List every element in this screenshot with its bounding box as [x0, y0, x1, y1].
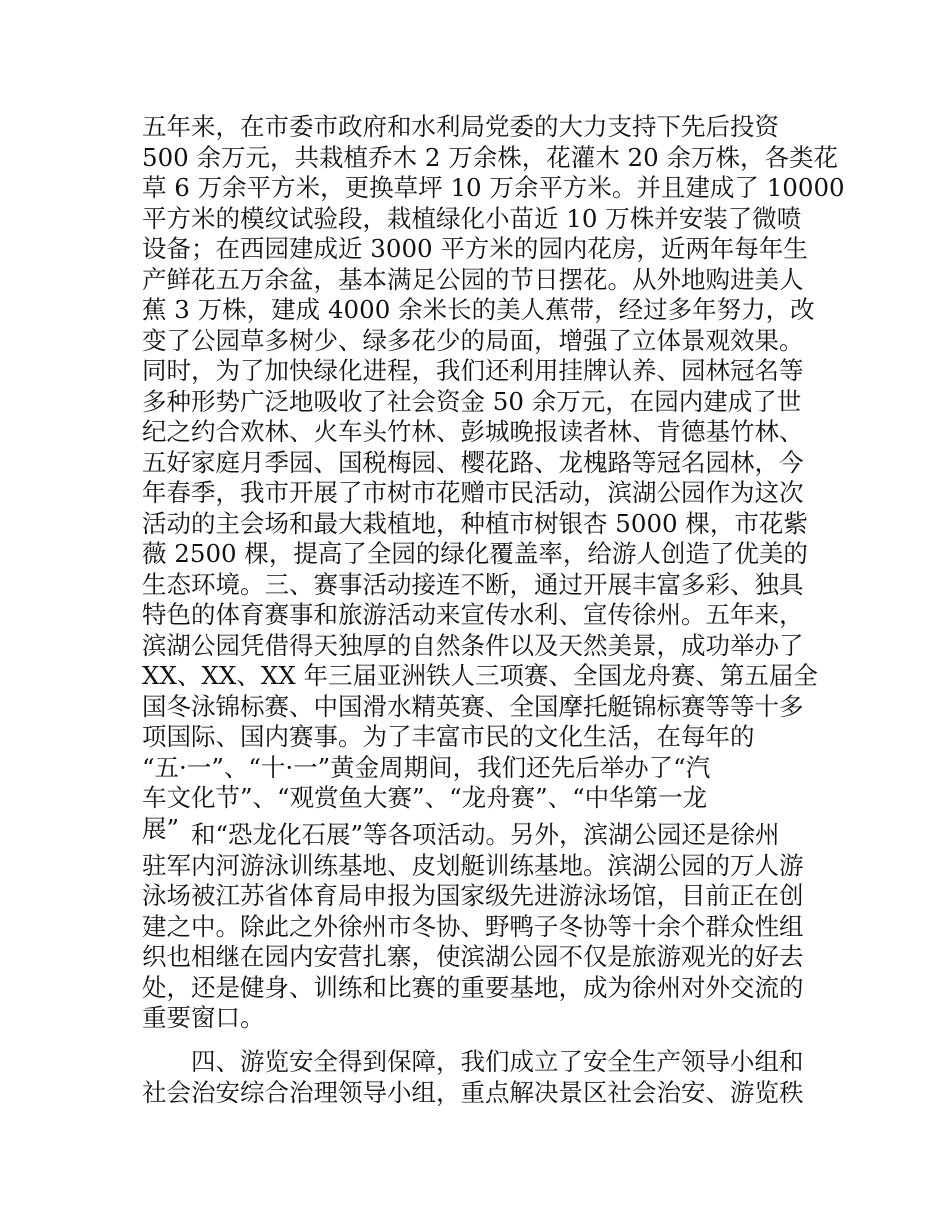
text-line: 重要窗口。: [142, 1003, 265, 1032]
text-line: 多种形势广泛地吸收了社会资金 50 余万元，在园内建成了世: [142, 386, 802, 416]
text-line: 变了公园草多树少、绿多花少的局面，增强了立体景观效果。: [142, 325, 804, 355]
text-line: 薇 2500 棵，提高了全园的绿化覆盖率，给游人创造了优美的: [142, 539, 808, 568]
text-line: 车文化节”、“观赏鱼大赛”、“龙舟赛”、“中华第一龙: [142, 783, 708, 812]
text-line: 项国际、国内赛事。为了丰富市民的文化生活，在每年的: [142, 722, 755, 751]
text-line: “五·一”、“十·一”黄金周期间，我们还先后举办了“汽: [142, 752, 711, 782]
text-line: 草 6 万余平方米，更换草坪 10 万余平方米。并且建成了 10000: [142, 173, 845, 202]
paragraph-3: [142, 1047, 812, 1108]
text-line: 驻军内河游泳训练基地、皮划艇训练基地。滨湖公园的万人游: [142, 850, 804, 880]
text-line: 平方米的模纹试验段，栽植绿化小苗近 10 万株并安装了微喷: [142, 203, 802, 233]
text-line: 织也相继在园内安营扎寨，使滨湖公园不仅是旅游观光的好去: [142, 942, 804, 971]
text-line: 处，还是健身、训练和比赛的重要基地，成为徐州对外交流的: [142, 972, 804, 1002]
text-line: 和“恐龙化石展”等各项活动。另外，滨湖公园还是徐州: [191, 820, 780, 849]
text-line: 500 余万元，共栽植乔木 2 万余株，花灌木 20 余万株，各类花: [142, 142, 838, 172]
text-line: 泳场被江苏省体育局申报为国家级先进游泳场馆，目前正在创: [142, 881, 804, 910]
text-line: 生态环境。三、赛事活动接连不断，通过开展丰富多彩、独具: [142, 569, 804, 599]
text-line: 纪之约合欢林、火车头竹林、彭城晚报读者林、肯德基竹林、: [142, 417, 804, 446]
paragraph-1: [142, 112, 845, 844]
text-line: 四、游览安全得到保障，我们成立了安全生产领导小组和: [191, 1047, 804, 1076]
text-line: 特色的体育赛事和旅游活动来宣传水利、宣传徐州。五年来，: [142, 600, 804, 629]
paragraph-2: [142, 820, 812, 1034]
text-line: 设备；在西园建成近 3000 平方米的园内花房，近两年每年生: [142, 234, 808, 263]
text-line: 产鲜花五万余盆，基本满足公园的节日摆花。从外地购进美人: [142, 264, 804, 294]
text-line: 五好家庭月季园、国税梅园、樱花路、龙槐路等冠名园林，今: [142, 447, 804, 477]
text-line: 蕉 3 万株，建成 4000 余米长的美人蕉带，经过多年努力，改: [142, 295, 815, 324]
text-line: 社会治安综合治理领导小组，重点解决景区社会治安、游览秩: [142, 1077, 804, 1107]
text-line: 国冬泳锦标赛、中国滑水精英赛、全国摩托艇锦标赛等等十多: [142, 691, 804, 721]
text-line: 同时，为了加快绿化进程，我们还利用挂牌认养、园林冠名等: [142, 356, 804, 385]
text-line: XX、XX、XX 年三届亚洲铁人三项赛、全国龙舟赛、第五届全: [142, 661, 818, 690]
text-line: 五年来，在市委市政府和水利局党委的大力支持下先后投资: [142, 112, 779, 141]
text-line: 展”: [142, 813, 180, 843]
text-line: 滨湖公园凭借得天独厚的自然条件以及天然美景，成功举办了: [142, 630, 804, 660]
text-line: 年春季，我市开展了市树市花赠市民活动，滨湖公园作为这次: [142, 478, 804, 507]
text-line: 活动的主会场和最大栽植地，种植市树银杏 5000 棵，市花紫: [142, 508, 808, 538]
text-line: 建之中。除此之外徐州市冬协、野鸭子冬协等十余个群众性组: [142, 911, 804, 941]
